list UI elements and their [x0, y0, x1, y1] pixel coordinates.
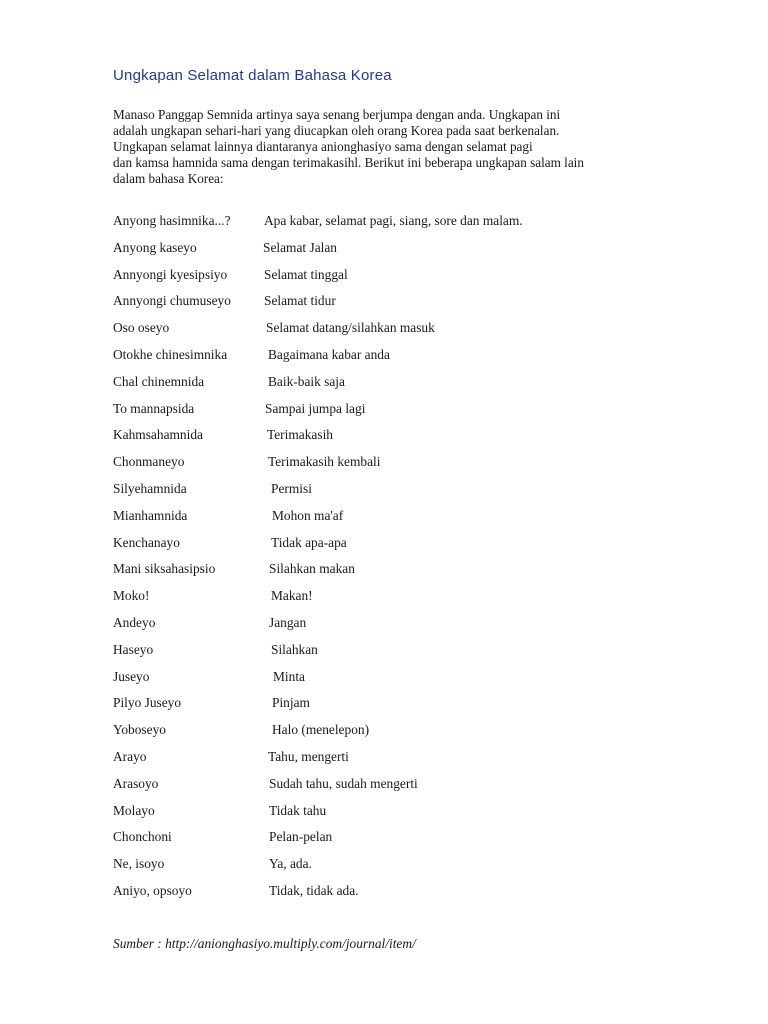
phrase-meaning: Tidak tahu	[269, 802, 327, 818]
intro-line: dalam bahasa Korea:	[113, 171, 224, 186]
phrase-korean: Kahmsahamnida	[113, 427, 203, 443]
phrase-korean: Silyehamnida	[113, 480, 187, 496]
phrase-row	[113, 291, 673, 318]
phrase-row	[113, 801, 673, 828]
phrase-row	[113, 559, 673, 586]
phrase-row	[113, 533, 673, 560]
phrase-meaning: Selamat tidur	[264, 293, 336, 309]
phrase-korean: Aniyo, opsoyo	[113, 882, 192, 898]
document-title: Ungkapan Selamat dalam Bahasa Korea	[113, 67, 392, 84]
phrase-meaning: Halo (menelepon)	[272, 722, 370, 738]
phrase-row	[113, 774, 673, 801]
phrase-meaning: Terimakasih	[267, 427, 333, 443]
phrase-meaning: Terimakasih kembali	[268, 454, 381, 470]
phrase-korean: Otokhe chinesimnika	[113, 346, 228, 362]
phrase-korean: Pilyo Juseyo	[113, 695, 182, 711]
intro-line: dan kamsa hamnida sama dengan terimakasihl. Berikut ini beberapa ungkapan salam lain	[113, 155, 584, 170]
phrase-korean: Yoboseyo	[113, 722, 166, 738]
phrase-korean: Mani siksahasipsio	[113, 561, 216, 577]
phrase-meaning: Silahkan	[271, 641, 318, 657]
phrase-row	[113, 345, 673, 372]
phrase-korean: Chonmaneyo	[113, 454, 185, 470]
phrase-meaning: Silahkan makan	[269, 561, 355, 577]
phrase-row	[113, 667, 673, 694]
phrase-meaning: Baik-baik saja	[268, 373, 345, 389]
phrase-meaning: Selamat tinggal	[264, 266, 348, 282]
phrase-row	[113, 238, 673, 265]
phrase-row	[113, 613, 673, 640]
phrase-meaning: Apa kabar, selamat pagi, siang, sore dan malam.	[264, 213, 523, 228]
phrase-meaning: Sampai jumpa lagi	[265, 400, 366, 416]
phrase-korean: Haseyo	[113, 641, 154, 657]
phrase-meaning: Minta	[273, 668, 305, 684]
phrase-meaning: Makan!	[271, 588, 313, 604]
phrase-meaning: Pinjam	[272, 695, 310, 711]
phrase-korean: Oso oseyo	[113, 320, 170, 336]
phrase-meaning: Tidak, tidak ada.	[269, 882, 359, 898]
phrase-korean: Anyong kaseyo	[113, 239, 197, 255]
phrase-korean: To mannapsida	[113, 400, 195, 416]
phrase-meaning: Tahu, mengerti	[268, 748, 349, 764]
phrase-row	[113, 827, 673, 854]
phrase-list	[113, 211, 673, 908]
phrase-row	[113, 479, 673, 506]
phrase-row	[113, 640, 673, 667]
phrase-row	[113, 318, 673, 345]
phrase-row	[113, 586, 673, 613]
phrase-korean: Kenchanayo	[113, 534, 180, 550]
phrase-row	[113, 372, 673, 399]
phrase-korean: Anyong hasimnika...?	[113, 213, 231, 228]
phrase-meaning: Sudah tahu, sudah mengerti	[269, 775, 418, 791]
phrase-meaning: Jangan	[269, 614, 307, 630]
phrase-korean: Molayo	[113, 802, 155, 818]
phrase-row	[113, 425, 673, 452]
phrase-korean: Arasoyo	[113, 775, 159, 791]
phrase-meaning: Permisi	[271, 480, 312, 496]
intro-line: adalah ungkapan sehari-hari yang diucapkan oleh orang Korea pada saat berkenalan.	[113, 123, 560, 138]
phrase-korean: Chonchoni	[113, 829, 172, 845]
phrase-meaning: Tidak apa-apa	[271, 534, 347, 550]
phrase-korean: Juseyo	[113, 668, 150, 684]
phrase-row	[113, 747, 673, 774]
intro-paragraph	[113, 107, 673, 187]
phrase-korean: Arayo	[113, 748, 147, 764]
phrase-korean: Moko!	[113, 588, 150, 604]
phrase-row	[113, 399, 673, 426]
source-citation: Sumber : http://anionghasiyo.multiply.com/journal/item/	[113, 936, 416, 951]
phrase-korean: Chal chinemnida	[113, 373, 205, 389]
intro-line: Manaso Panggap Semnida artinya saya senang berjumpa dengan anda. Ungkapan ini	[113, 107, 561, 122]
phrase-row	[113, 720, 673, 747]
phrase-row	[113, 265, 673, 292]
phrase-korean: Mianhamnida	[113, 507, 188, 523]
phrase-meaning: Selamat Jalan	[263, 239, 337, 255]
phrase-meaning: Mohon ma'af	[272, 507, 344, 523]
phrase-row	[113, 506, 673, 533]
phrase-korean: Andeyo	[113, 614, 156, 630]
phrase-row	[113, 881, 673, 908]
phrase-korean: Ne, isoyo	[113, 856, 165, 872]
phrase-korean: Annyongi chumuseyo	[113, 293, 231, 309]
phrase-row	[113, 452, 673, 479]
phrase-meaning: Ya, ada.	[269, 856, 312, 872]
intro-line: Ungkapan selamat lainnya diantaranya anionghasiyo sama dengan selamat pagi	[113, 139, 533, 154]
phrase-meaning: Selamat datang/silahkan masuk	[266, 320, 435, 336]
phrase-row	[113, 211, 673, 238]
phrase-meaning: Bagaimana kabar anda	[268, 346, 390, 362]
phrase-korean: Annyongi kyesipsiyo	[113, 266, 228, 282]
phrase-meaning: Pelan-pelan	[269, 829, 333, 845]
phrase-row	[113, 693, 673, 720]
phrase-row	[113, 854, 673, 881]
